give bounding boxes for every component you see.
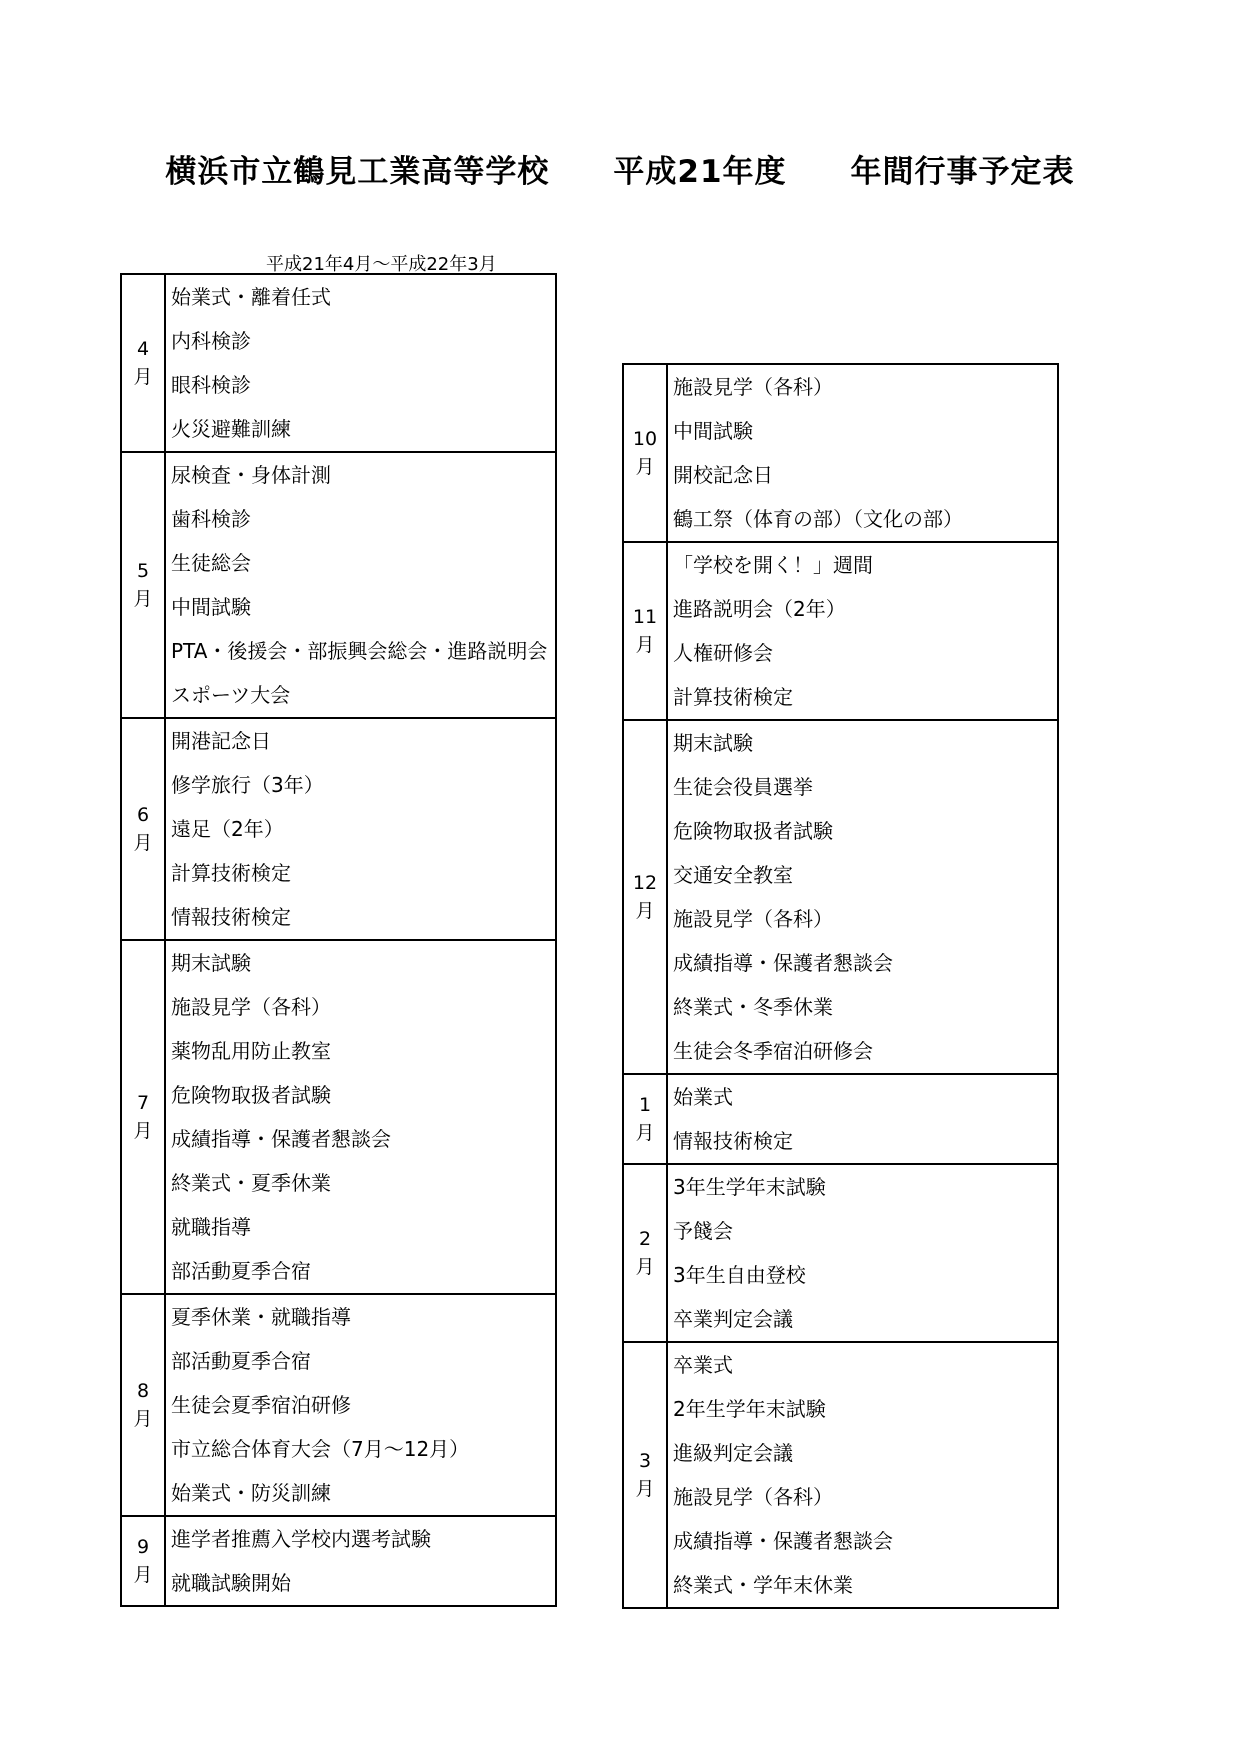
event-row <box>623 587 1058 631</box>
month-number: 3 <box>638 1450 652 1472</box>
event-cell: 市立総合体育大会（7月～12月） <box>165 1427 556 1471</box>
event-cell: 修学旅行（3年） <box>165 763 556 807</box>
event-cell: 成績指導・保護者懇談会 <box>667 941 1058 985</box>
event-row <box>623 1387 1058 1431</box>
event-cell: 歯科検診 <box>165 497 556 541</box>
event-cell: 終業式・学年末休業 <box>667 1563 1058 1608</box>
event-row <box>121 985 556 1029</box>
event-row <box>121 274 556 319</box>
event-row <box>623 985 1058 1029</box>
event-row <box>121 940 556 985</box>
event-cell: 予餞会 <box>667 1209 1058 1253</box>
event-row <box>623 1297 1058 1342</box>
event-cell: 終業式・冬季休業 <box>667 985 1058 1029</box>
month-suffix: 月 <box>635 456 655 478</box>
event-cell: 開校記念日 <box>667 453 1058 497</box>
month-suffix: 月 <box>133 1120 153 1142</box>
event-cell: 就職指導 <box>165 1205 556 1249</box>
event-row <box>623 809 1058 853</box>
event-row <box>623 897 1058 941</box>
event-row <box>121 1516 556 1561</box>
month-suffix: 月 <box>635 1256 655 1278</box>
month-cell <box>121 940 165 1294</box>
month-number: 10 <box>632 428 658 450</box>
event-cell: 施設見学（各科） <box>667 897 1058 941</box>
month-suffix: 月 <box>133 1408 153 1430</box>
event-row <box>121 1205 556 1249</box>
event-cell: 3年生学年末試験 <box>667 1164 1058 1209</box>
event-row <box>623 720 1058 765</box>
event-cell: 尿検査・身体計測 <box>165 452 556 497</box>
event-row <box>623 542 1058 587</box>
month-cell <box>623 542 667 720</box>
event-cell: PTA・後援会・部振興会総会・進路説明会 <box>165 629 556 673</box>
month-number: 4 <box>136 338 150 360</box>
month-suffix: 月 <box>635 900 655 922</box>
month-suffix: 月 <box>133 1564 153 1586</box>
event-row <box>121 541 556 585</box>
event-cell: 人権研修会 <box>667 631 1058 675</box>
event-row <box>623 853 1058 897</box>
event-row <box>623 941 1058 985</box>
event-row <box>623 1119 1058 1164</box>
month-number: 2 <box>638 1228 652 1250</box>
period-label: 平成21年4月～平成22年3月 <box>266 254 497 275</box>
month-suffix: 月 <box>133 832 153 854</box>
month-cell <box>121 718 165 940</box>
month-suffix: 月 <box>635 634 655 656</box>
month-number: 9 <box>136 1536 150 1558</box>
schedule-body-right <box>623 364 1058 1608</box>
event-row <box>121 1249 556 1294</box>
event-row <box>121 895 556 940</box>
month-cell <box>121 452 165 718</box>
event-row <box>623 1563 1058 1608</box>
event-row <box>121 851 556 895</box>
event-cell: 始業式・離着任式 <box>165 274 556 319</box>
event-cell: 火災避難訓練 <box>165 407 556 452</box>
event-cell: 3年生自由登校 <box>667 1253 1058 1297</box>
event-row <box>623 1519 1058 1563</box>
event-cell: 生徒会役員選挙 <box>667 765 1058 809</box>
event-cell: 部活動夏季合宿 <box>165 1249 556 1294</box>
event-row <box>121 1029 556 1073</box>
event-cell: 生徒会夏季宿泊研修 <box>165 1383 556 1427</box>
event-cell: 卒業式 <box>667 1342 1058 1387</box>
event-row <box>121 807 556 851</box>
event-cell: 中間試験 <box>667 409 1058 453</box>
event-cell: 進級判定会議 <box>667 1431 1058 1475</box>
event-row <box>623 1074 1058 1119</box>
event-cell: 中間試験 <box>165 585 556 629</box>
event-row <box>121 673 556 718</box>
event-row <box>121 629 556 673</box>
month-number: 1 <box>638 1094 652 1116</box>
event-row <box>121 1073 556 1117</box>
month-cell <box>623 1342 667 1608</box>
month-suffix: 月 <box>133 366 153 388</box>
event-row <box>623 675 1058 720</box>
event-cell: 終業式・夏季休業 <box>165 1161 556 1205</box>
event-cell: 部活動夏季合宿 <box>165 1339 556 1383</box>
month-number: 8 <box>136 1380 150 1402</box>
event-cell: 成績指導・保護者懇談会 <box>667 1519 1058 1563</box>
event-cell: 計算技術検定 <box>667 675 1058 720</box>
event-row <box>623 1253 1058 1297</box>
month-cell <box>623 1074 667 1164</box>
month-cell <box>623 720 667 1074</box>
event-row <box>623 409 1058 453</box>
event-cell: 始業式 <box>667 1074 1058 1119</box>
event-row <box>121 1294 556 1339</box>
schedule-body-left <box>121 274 556 1606</box>
event-row <box>121 718 556 763</box>
event-row <box>623 1164 1058 1209</box>
event-row <box>623 765 1058 809</box>
event-cell: 施設見学（各科） <box>667 1475 1058 1519</box>
month-cell <box>623 1164 667 1342</box>
schedule-table-left <box>120 273 557 1607</box>
month-number: 12 <box>632 872 658 894</box>
event-cell: 生徒会冬季宿泊研修会 <box>667 1029 1058 1074</box>
event-cell: 危険物取扱者試験 <box>667 809 1058 853</box>
schedule-table-right <box>622 363 1059 1609</box>
month-cell <box>623 364 667 542</box>
month-cell <box>121 274 165 452</box>
event-cell: 進学者推薦入学校内選考試験 <box>165 1516 556 1561</box>
event-row <box>623 1029 1058 1074</box>
event-cell: 就職試験開始 <box>165 1561 556 1606</box>
event-row <box>623 1342 1058 1387</box>
month-number: 11 <box>632 606 658 628</box>
event-cell: 2年生学年末試験 <box>667 1387 1058 1431</box>
event-cell: 卒業判定会議 <box>667 1297 1058 1342</box>
event-row <box>623 497 1058 542</box>
event-row <box>121 1383 556 1427</box>
event-row <box>121 1561 556 1606</box>
event-cell: 遠足（2年） <box>165 807 556 851</box>
event-cell: 生徒総会 <box>165 541 556 585</box>
event-cell: 交通安全教室 <box>667 853 1058 897</box>
event-row <box>121 407 556 452</box>
event-row <box>121 363 556 407</box>
event-cell: 鶴工祭（体育の部）（文化の部） <box>667 497 1058 542</box>
event-cell: 施設見学（各科） <box>667 364 1058 409</box>
event-row <box>121 585 556 629</box>
month-cell <box>121 1294 165 1516</box>
event-cell: 進路説明会（2年） <box>667 587 1058 631</box>
event-row <box>121 1427 556 1471</box>
page-title: 横浜市立鶴見工業高等学校 平成21年度 年間行事予定表 <box>165 154 1075 190</box>
event-cell: 情報技術検定 <box>165 895 556 940</box>
event-row <box>121 1339 556 1383</box>
event-row <box>121 1471 556 1516</box>
event-row <box>623 453 1058 497</box>
event-row <box>623 1431 1058 1475</box>
event-cell: 「学校を開く！」週間 <box>667 542 1058 587</box>
event-cell: 始業式・防災訓練 <box>165 1471 556 1516</box>
event-cell: 危険物取扱者試験 <box>165 1073 556 1117</box>
event-row <box>623 631 1058 675</box>
event-row <box>121 319 556 363</box>
event-row <box>121 452 556 497</box>
event-cell: 情報技術検定 <box>667 1119 1058 1164</box>
event-cell: 施設見学（各科） <box>165 985 556 1029</box>
event-row <box>623 364 1058 409</box>
month-suffix: 月 <box>635 1478 655 1500</box>
month-cell <box>121 1516 165 1606</box>
event-row <box>121 1161 556 1205</box>
event-cell: 期末試験 <box>667 720 1058 765</box>
event-cell: 夏季休業・就職指導 <box>165 1294 556 1339</box>
event-row <box>121 763 556 807</box>
event-row <box>121 497 556 541</box>
event-cell: 計算技術検定 <box>165 851 556 895</box>
event-cell: 成績指導・保護者懇談会 <box>165 1117 556 1161</box>
month-number: 6 <box>136 804 150 826</box>
month-number: 5 <box>136 560 150 582</box>
month-suffix: 月 <box>635 1122 655 1144</box>
month-suffix: 月 <box>133 588 153 610</box>
event-cell: 内科検診 <box>165 319 556 363</box>
event-row <box>623 1475 1058 1519</box>
event-row <box>121 1117 556 1161</box>
event-cell: 期末試験 <box>165 940 556 985</box>
month-number: 7 <box>136 1092 150 1114</box>
event-cell: 眼科検診 <box>165 363 556 407</box>
event-cell: 薬物乱用防止教室 <box>165 1029 556 1073</box>
event-cell: スポーツ大会 <box>165 673 556 718</box>
event-row <box>623 1209 1058 1253</box>
event-cell: 開港記念日 <box>165 718 556 763</box>
